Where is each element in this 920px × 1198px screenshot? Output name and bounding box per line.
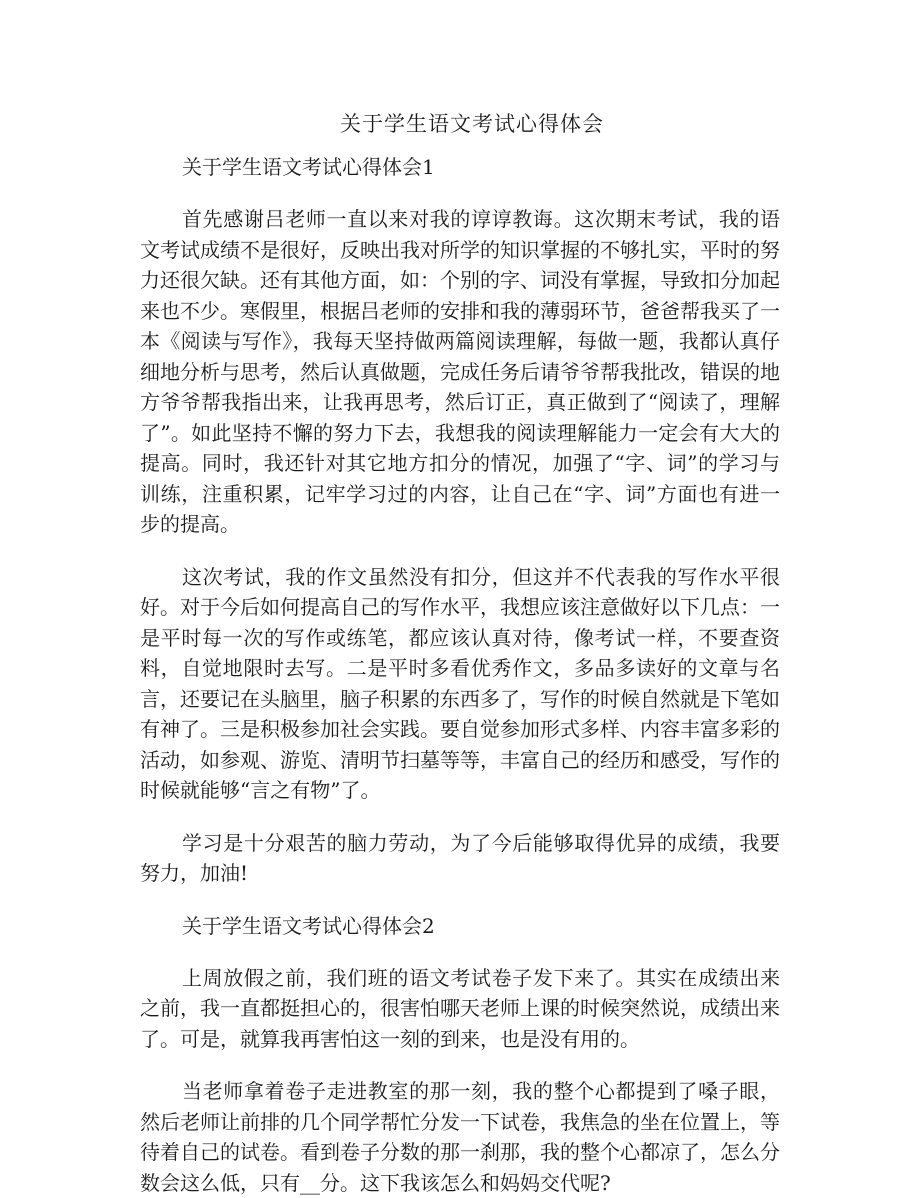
document-title: 关于学生语文考试心得体会: [340, 112, 604, 136]
paragraph: 上周放假之前，我们班的语文考试卷子发下来了。其实在成绩出来之前，我一直都挺担心的，很害怕哪天老师上课的时候突然说，成绩出来了。可是，就算我再害怕这一刻的到来，也是没有用的。: [140, 965, 780, 1051]
paragraph: 首先感谢吕老师一直以来对我的谆谆教诲。这次期末考试，我的语文考试成绩不是很好，反映出我对所学的知识掌握的不够扎实，平时的努力还很欠缺。还有其他方面，如：个别的字、词没有掌握，导致扣分加起来也不少。寒假里，根据吕老师的安排和我的薄弱环节，爸爸帮我买了一本《阅读与写作》，我每天坚持做两篇阅读理解，每做一题，我都认真仔细地分析与思考，然后认真做题，完成任务后请爷爷帮我批改，错误的地方爷爷帮我指出来，让我再思考，然后订正，真正做到了“阅读了，理解了”。如此坚持不懈的努力下去，我想我的阅读理解能力一定会有大大的提高。同时，我还针对其它地方扣分的情况，加强了“字、词”的学习与训练，注重积累，记牢学习过的内容，让自己在“字、词”方面也有进一步的提高。: [140, 207, 780, 536]
section-heading-2: 关于学生语文考试心得体会2: [182, 913, 435, 938]
paragraph: 这次考试，我的作文虽然没有扣分，但这并不代表我的写作水平很好。对于今后如何提高自己的写作水平，我想应该注意做好以下几点：一是平时每一次的写作或练笔，都应该认真对待，像考试一样，不要查资料，自觉地限时去写。二是平时多看优秀作文，多品多读好的文章与名言，还要记在头脑里，脑子积累的东西多了，写作的时候自然就是下笔如有神了。三是积极参加社会实践。要自觉参加形式多样、内容丰富多彩的活动，如参观、游览、清明节扫墓等等，丰富自己的经历和感受，写作的时候就能够“言之有物”了。: [140, 564, 780, 802]
paragraph: 当老师拿着卷子走进教室的那一刻，我的整个心都提到了嗓子眼，然后老师让前排的几个同学帮忙分发一下试卷，我焦急的坐在位置上，等待着自己的试卷。看到卷子分数的那一刹那，我的整个心都凉了，怎么分数会这么低，只有__分。这下我该怎么和妈妈交代呢?: [140, 1079, 780, 1195]
paragraph: 学习是十分艰苦的脑力劳动，为了今后能够取得优异的成绩，我要努力，加油!: [140, 830, 780, 885]
document-body: [140, 152, 780, 1198]
section-heading-1: 关于学生语文考试心得体会1: [182, 155, 435, 179]
